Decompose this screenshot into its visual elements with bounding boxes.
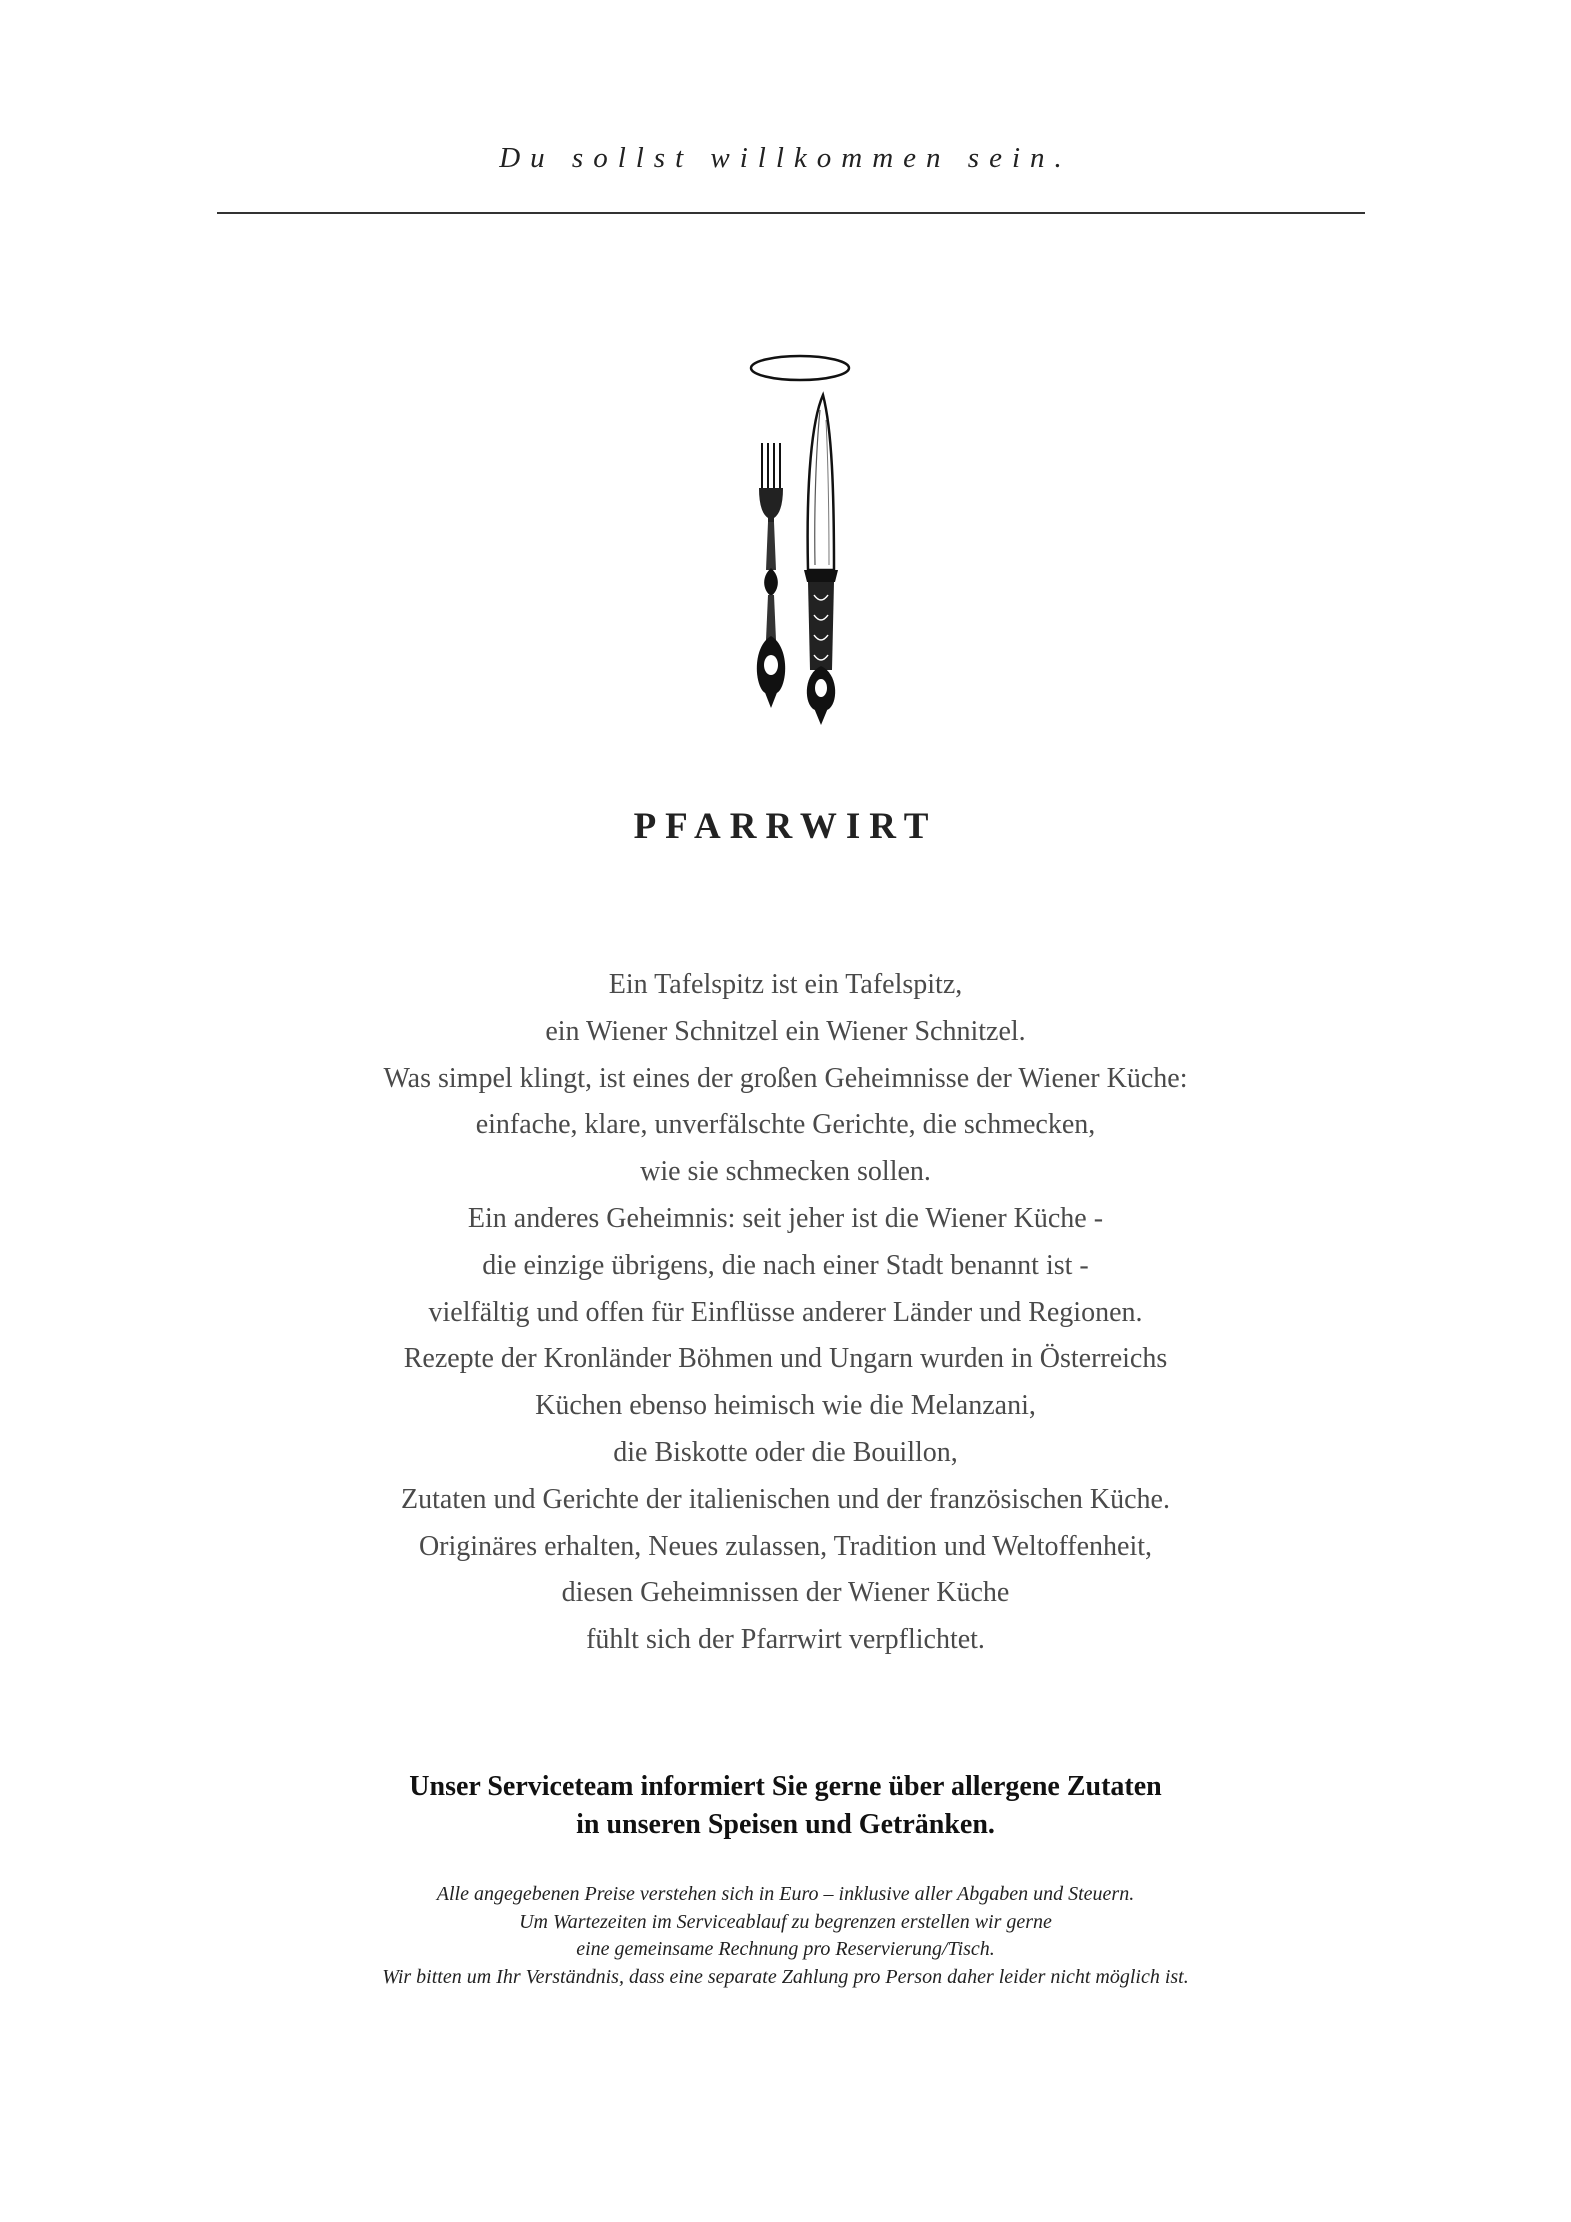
intro-line: Rezepte der Kronländer Böhmen und Ungarn wurden in Österreichs <box>403 1343 1168 1375</box>
intro-line: die Biskotte oder die Bouillon, <box>613 1436 958 1468</box>
restaurant-name: PFARRWIRT <box>633 806 938 847</box>
note-line: Um Wartezeiten im Serviceablauf zu begrenzen erstellen wir gerne <box>519 1910 1052 1933</box>
allergen-notice <box>200 1768 1371 1844</box>
intro-line: Zutaten und Gerichte der italienischen und der französischen Küche. <box>401 1483 1170 1515</box>
note-line: Wir bitten um Ihr Verständnis, dass eine separate Zahlung pro Person daher leider nicht möglich ist. <box>382 1965 1189 1988</box>
allergen-line: in unseren Speisen und Getränken. <box>576 1809 995 1840</box>
tagline: Du sollst willkommen sein. <box>499 142 1072 174</box>
intro-line: Was simpel klingt, ist eines der großen Geheimnisse der Wiener Küche: <box>383 1062 1188 1094</box>
intro-line: fühlt sich der Pfarrwirt verpflichtet. <box>586 1624 985 1656</box>
note-line: Alle angegebenen Preise verstehen sich in Euro – inklusive aller Abgaben und Steuern. <box>436 1883 1135 1905</box>
intro-line: vielfältig und offen für Einflüsse anderer Länder und Regionen. <box>428 1296 1143 1328</box>
intro-line: die einzige übrigens, die nach einer Stadt benannt ist - <box>482 1249 1089 1281</box>
intro-line: diesen Geheimnissen der Wiener Küche <box>561 1577 1010 1609</box>
intro-text <box>200 962 1371 1664</box>
intro-line: einfache, klare, unverfälschte Gerichte, die schmecken, <box>475 1109 1096 1141</box>
pricing-notes <box>150 1881 1421 1991</box>
intro-line: Ein Tafelspitz ist ein Tafelspitz, <box>608 969 963 1000</box>
header-divider <box>217 212 1365 214</box>
intro-line: wie sie schmecken sollen. <box>640 1156 931 1188</box>
fork-and-knife-with-halo-icon <box>730 340 870 750</box>
allergen-line: Unser Serviceteam informiert Sie gerne über allergene Zutaten <box>409 1771 1162 1802</box>
intro-line: Originäres erhalten, Neues zulassen, Tradition und Weltoffenheit, <box>418 1530 1153 1562</box>
intro-line: Ein anderes Geheimnis: seit jeher ist die Wiener Küche - <box>467 1202 1104 1234</box>
intro-line: ein Wiener Schnitzel ein Wiener Schnitzel. <box>545 1015 1026 1047</box>
intro-line: Küchen ebenso heimisch wie die Melanzani, <box>535 1390 1036 1422</box>
note-line: eine gemeinsame Rechnung pro Reservierung/Tisch. <box>576 1938 995 1960</box>
